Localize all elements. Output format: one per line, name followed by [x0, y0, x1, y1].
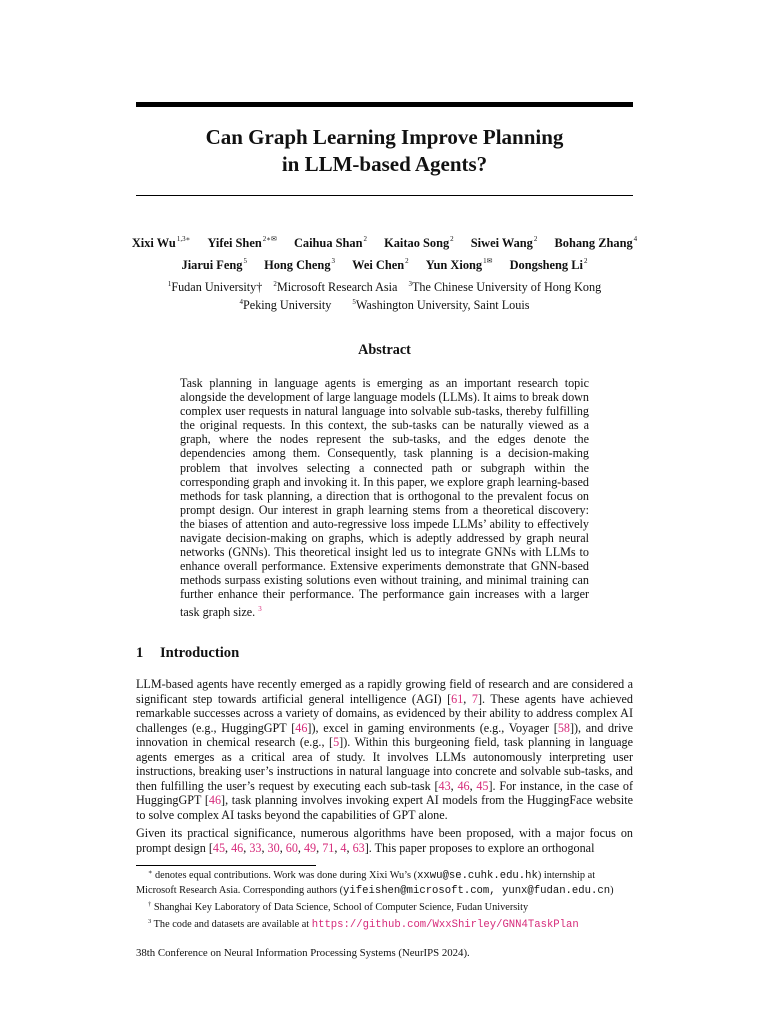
paper-title: [136, 124, 633, 178]
affiliation: $^4$Peking University: [239, 298, 332, 312]
citation-link[interactable]: 58: [557, 720, 570, 735]
email-text: xxwu@se.cuhk.edu.hk: [417, 870, 538, 882]
section-number: 1: [136, 645, 144, 661]
citation-link[interactable]: 46: [231, 840, 244, 855]
intro-paragraph-2: Given its practical significance, numerous algorithms have been proposed, with a major focus on prompt design [45, 46, 33, 30, 60, 49, 71, 4, 63]. This paper proposes to explore an orthogonal: [136, 826, 633, 855]
author-list: [120, 230, 649, 274]
citation-link[interactable]: 49: [303, 840, 317, 855]
intro-paragraph-1: LLM-based agents have recently emerged as a rapidly growing field of research and are considered a significant step towards artificial general intelligence (AGI) [61, 7]. These agents have achieved remarkable successes across a variety of domains, as evidenced by their ability to address complex AI challenges (e.g., HuggingGPT [46]), excel in gaming environments (e.g., Voyager [58]), and drive innovation in chemical research (e.g., [5]). Within this burgeoning field, task planning in language agents emerges as a critical area of study. It involves LLMs autonomously interpreting user instructions, breaking user’s instructions in natural language into concrete and solvable sub-tasks, and then fulfilling the user’s request by executing each sub-task [43, 46, 45]. For instance, in the case of HuggingGPT [46], task planning involves invoking expert AI models from the HuggingFace website to solve complex AI tasks beyond the capabilities of GPT alone.: [136, 677, 634, 822]
title-line-1: Can Graph Learning Improve Planning: [205, 125, 564, 149]
citation-link[interactable]: 5: [333, 735, 340, 749]
citation-link[interactable]: 30: [267, 840, 280, 855]
citation-link[interactable]: 7: [471, 691, 478, 706]
citation-link[interactable]: 71: [322, 840, 335, 855]
citation-link[interactable]: 46: [457, 778, 470, 793]
footnote-ref-link[interactable]: 3: [258, 604, 262, 613]
title-top-rule: [136, 102, 633, 107]
conference-note: 38th Conference on Neural Information Processing Systems (NeurIPS 2024).: [136, 947, 470, 959]
citation-link[interactable]: 46: [295, 720, 308, 735]
citation-link[interactable]: 33: [249, 840, 262, 855]
footnotes: [136, 866, 633, 932]
abstract-text: Task planning in language agents is emerging as an important research topic alongside the development of large language models (LLMs). It aims to break down complex user requests in natural language into solvable sub-tasks, thereby fulfilling the original requests. In this context, the sub-tasks can be naturally viewed as a graph, where the nodes represent the sub-tasks, and the edges denote the dependencies among them. Consequently, task planning is a decision-making problem that involves selecting a connected path or subgraph within the corresponding graph and invoking it. In this paper, we explore graph learning-based methods for task planning, a direction that is orthogonal to the prevalent focus on prompt design. Our interest in graph learning stems from a theoretical discovery: the biases of attention and auto-regressive loss impede LLMs’ ability to effectively navigate decision-making on graphs, which is adeptly addressed by graph neural networks (GNNs). This theoretical insight led us to integrate GNNs with LLMs to enhance overall performance. Extensive experiments demonstrate that GNN-based methods surpass existing solutions even without training, and minimal training can further enhance their performance. The performance gain increases with a larger task graph size. $^3$: [180, 376, 589, 619]
author: Hong Cheng$^3$: [264, 257, 336, 272]
affiliation: $^3$The Chinese University of Hong Kong: [408, 280, 602, 294]
citation-link[interactable]: 43: [438, 778, 451, 793]
author: Siwei Wang$^2$: [470, 235, 538, 250]
footnote-3: $^3$ The code and datasets are available at https://github.com/WxxShirley/GNN4TaskPlan: [148, 917, 579, 931]
citation-link[interactable]: 63: [352, 840, 365, 855]
citation-link[interactable]: 4: [340, 840, 347, 855]
affiliation: $^1$Fudan University†: [167, 280, 263, 294]
author: Jiarui Feng$^5$: [181, 257, 247, 272]
author: Kaitao Song$^2$: [384, 235, 454, 250]
author: Dongsheng Li$^2$: [509, 257, 588, 272]
author: Yun Xiong$^{1✉}$: [425, 257, 493, 272]
author: Wei Chen$^2$: [352, 257, 409, 272]
email-text: yifeishen@microsoft.com, yunx@fudan.edu.cn: [343, 884, 611, 897]
affiliation: $^2$Microsoft Research Asia: [273, 280, 398, 294]
citation-link[interactable]: 45: [476, 778, 489, 793]
affiliations: [136, 277, 633, 313]
code-url-link[interactable]: https://github.com/WxxShirley/GNN4TaskPlan: [311, 918, 579, 931]
section-title: Introduction: [160, 645, 240, 661]
citation-link[interactable]: 45: [212, 840, 226, 855]
author: Xixi $Wu^{1,3∗}$: [131, 235, 191, 250]
title-bottom-rule: [136, 195, 633, 196]
section-heading-introduction: [136, 645, 239, 662]
citation-link[interactable]: 60: [285, 840, 298, 855]
author: Caihua Shan$^2$: [293, 235, 367, 250]
citation-link[interactable]: 61: [451, 691, 464, 706]
affiliation: $^5$Washington University, Saint Louis: [352, 298, 530, 312]
title-line-2: in LLM-based Agents?: [281, 152, 488, 176]
citation-link[interactable]: 46: [208, 793, 222, 807]
author: Yifei Shen$^{2∗✉}$: [207, 235, 277, 250]
footnote-1: ∗ denotes equal contributions. Work was done during Xixi Wu’s (xxwu@se.cuhk.edu.hk) internship at Microsoft Research Asia. Corresponding authors (yifeishen@microsoft.com, yunx@fudan.edu.cn): [136, 869, 614, 897]
author: Bohang Zhang$^4$: [554, 235, 638, 250]
abstract-heading: Abstract: [358, 342, 411, 358]
footnote-2: † Shanghai Key Laboratory of Data Science, School of Computer Science, Fudan University: [148, 901, 529, 914]
